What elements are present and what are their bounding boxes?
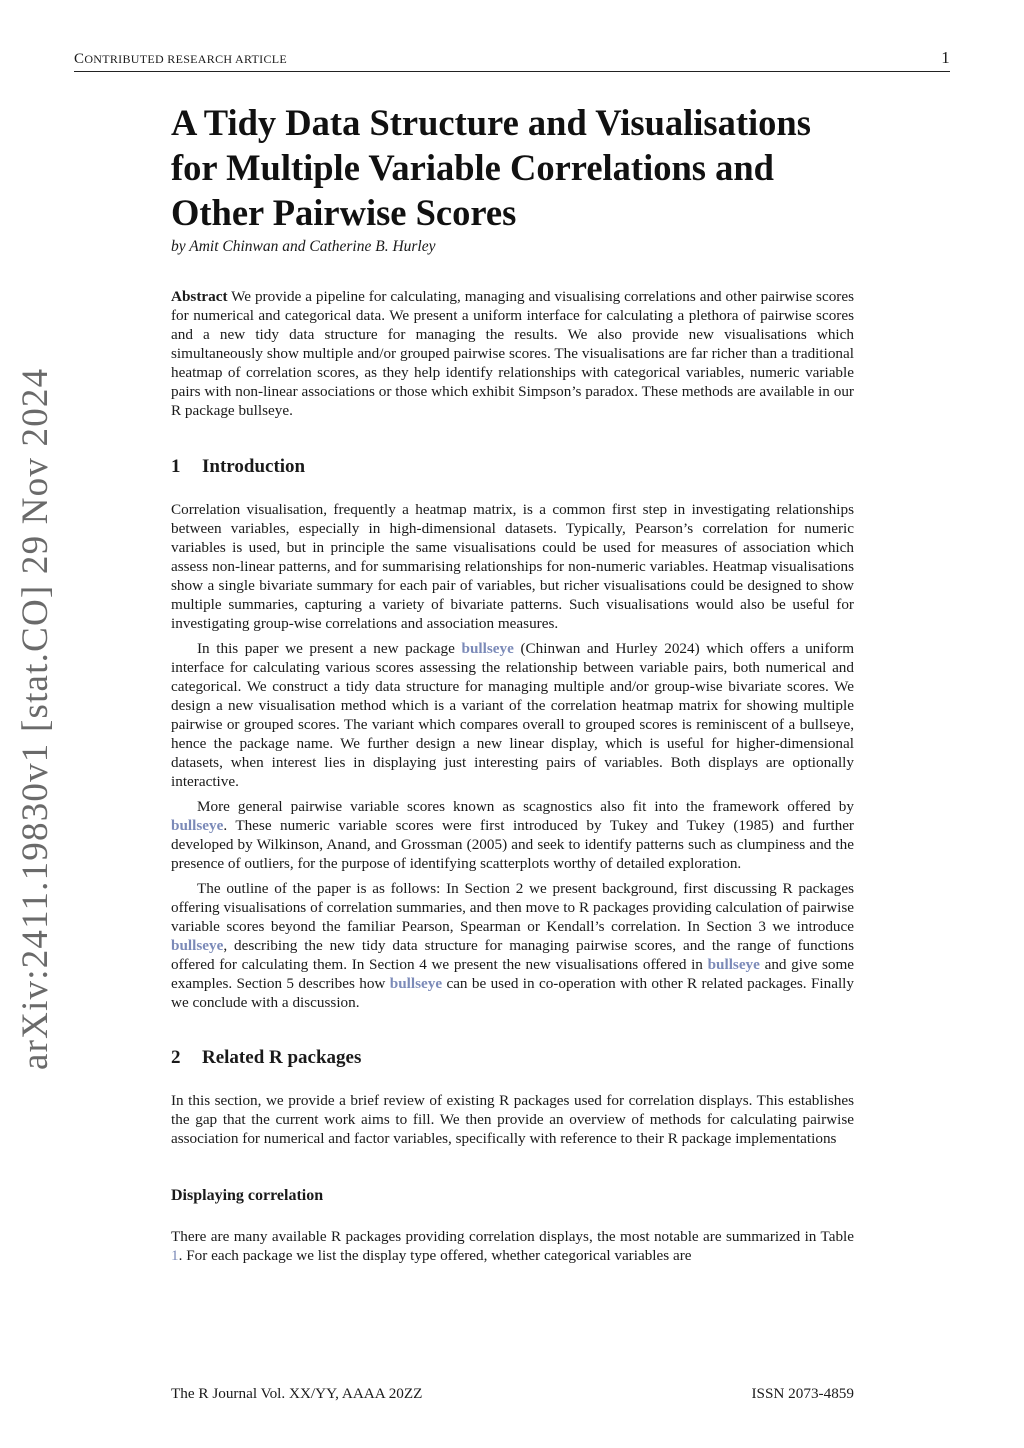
package-link-bullseye[interactable]: bullseye: [389, 975, 443, 992]
section-title: Related R packages: [202, 1047, 362, 1068]
intro-paragraph-4: The outline of the paper is as follows: In Section 2 we present background, first discussing R packages offering visualisations of correlation summaries, and then move to R packages providing calculation of pairwise variable scores beyond the familiar Pearson, Spearman or Kendall’s correlation. In Section 3 we introduce bullseye, describing the new tidy data structure for managing pairwise scores, and the range of functions offered for calculating them. In Section 4 we present the new visualisations offered in bullseye and give some examples. Section 5 describes how bullseye can be used in co-operation with other R related packages. Finally we conclude with a discussion.: [171, 880, 855, 1011]
intro-paragraph-2: In this paper we present a new package bullseye (Chinwan and Hurley 2024) which offers a uniform interface for calculating various scores assessing the relationship between variable pairs, both numerical and categorical. We construct a tidy data structure for managing multiple and/or group-wise bivariate scores. We design a new visualisation method which is a variant of the correlation heatmap matrix for showing multiple pairwise or grouped scores. The variant which compares overall to grouped scores is reminiscent of a bullseye, hence the package name. We further design a new linear display, which is useful for higher-dimensional datasets, when interest lies in displaying just interesting pairs of variables. Both displays are optionally interactive.: [171, 640, 855, 790]
article-body: [171, 100, 854, 1265]
abstract: [171, 287, 854, 420]
package-link-bullseye[interactable]: bullseye: [707, 956, 760, 973]
arxiv-identifier-stamp: arXiv:2411.19830v1 [stat.CO] 29 Nov 2024: [15, 367, 56, 1070]
abstract-label: Abstract: [171, 288, 228, 305]
package-link-bullseye[interactable]: bullseye: [461, 640, 514, 657]
section-number: 2: [171, 1047, 181, 1068]
package-link-bullseye[interactable]: bullseye: [171, 937, 224, 954]
footer-issn: ISSN 2073-4859: [751, 1385, 854, 1402]
abstract-text: We provide a pipeline for calculating, managing and visualising correlations and other pairwise scores for numerical and categorical data. We present a uniform interface for calculating a plethora of pairwise scores and a new tidy data structure for managing the results. We also provide new visualisations which simultaneously show multiple and/or grouped pairwise scores. The visualisations are far richer than a traditional heatmap of correlation scores, as they help identify relationships with categorical variables, numeric variable pairs with non-linear associations or those which exhibit Simpson’s paradox. These methods are available in our R package bullseye.: [171, 288, 855, 419]
running-head: [74, 48, 950, 72]
section-heading-related-packages: [171, 1046, 854, 1070]
section-heading-introduction: [171, 455, 854, 479]
footer-journal: The R Journal Vol. XX/YY, AAAA 20ZZ: [171, 1385, 423, 1402]
related-paragraph-1: In this section, we provide a brief review of existing R packages used for correlation displays. This establishes the gap that the current work aims to fill. We then provide an overview of methods for calculating pairwise association for numerical and factor variables, specifically with reference to their R package implementations: [171, 1092, 854, 1147]
paper-title: A Tidy Data Structure and Visualisations for Multiple Variable Correlations and Other Pairwise Scores: [171, 102, 811, 233]
running-head-label: CONTRIBUTED RESEARCH ARTICLE: [74, 51, 288, 67]
package-link-bullseye[interactable]: bullseye: [171, 817, 224, 834]
related-paragraph-2: There are many available R packages providing correlation displays, the most notable are summarized in Table 1. For each package we list the display type offered, whether categorical variables are: [171, 1228, 854, 1264]
table-reference-link[interactable]: 1: [171, 1247, 179, 1264]
section-number: 1: [171, 456, 181, 477]
authors-line: by Amit Chinwan and Catherine B. Hurley: [171, 238, 436, 255]
page-number: 1: [941, 48, 950, 67]
page-footer: [171, 1385, 854, 1403]
section-title: Introduction: [202, 456, 306, 477]
intro-paragraph-1: Correlation visualisation, frequently a heatmap matrix, is a common first step in investigating relationships between variables, especially in high-dimensional datasets. Typically, Pearson’s correlation for numeric variables is used, but in principle the same visualisations could be used for measures of association which assess non-linear patterns, and for summarising relationships for non-numeric variables. Heatmap visualisations show a single bivariate summary for each pair of variables, but richer visualisations could be designed to show multiple summaries, capturing a variety of bivariate patterns. Such visualisations would also be useful for investigating group-wise correlations and association measures.: [171, 501, 854, 632]
intro-paragraph-3: More general pairwise variable scores known as scagnostics also fit into the framework offered by bullseye. These numeric variable scores were first introduced by Tukey and Tukey (1985) and further developed by Wilkinson, Anand, and Grossman (2005) and seek to identify patterns such as clumpiness and the presence of outliers, for the purpose of identifying scatterplots worthy of detailed exploration.: [171, 798, 854, 872]
subsection-heading-displaying-correlation: Displaying correlation: [171, 1187, 324, 1204]
